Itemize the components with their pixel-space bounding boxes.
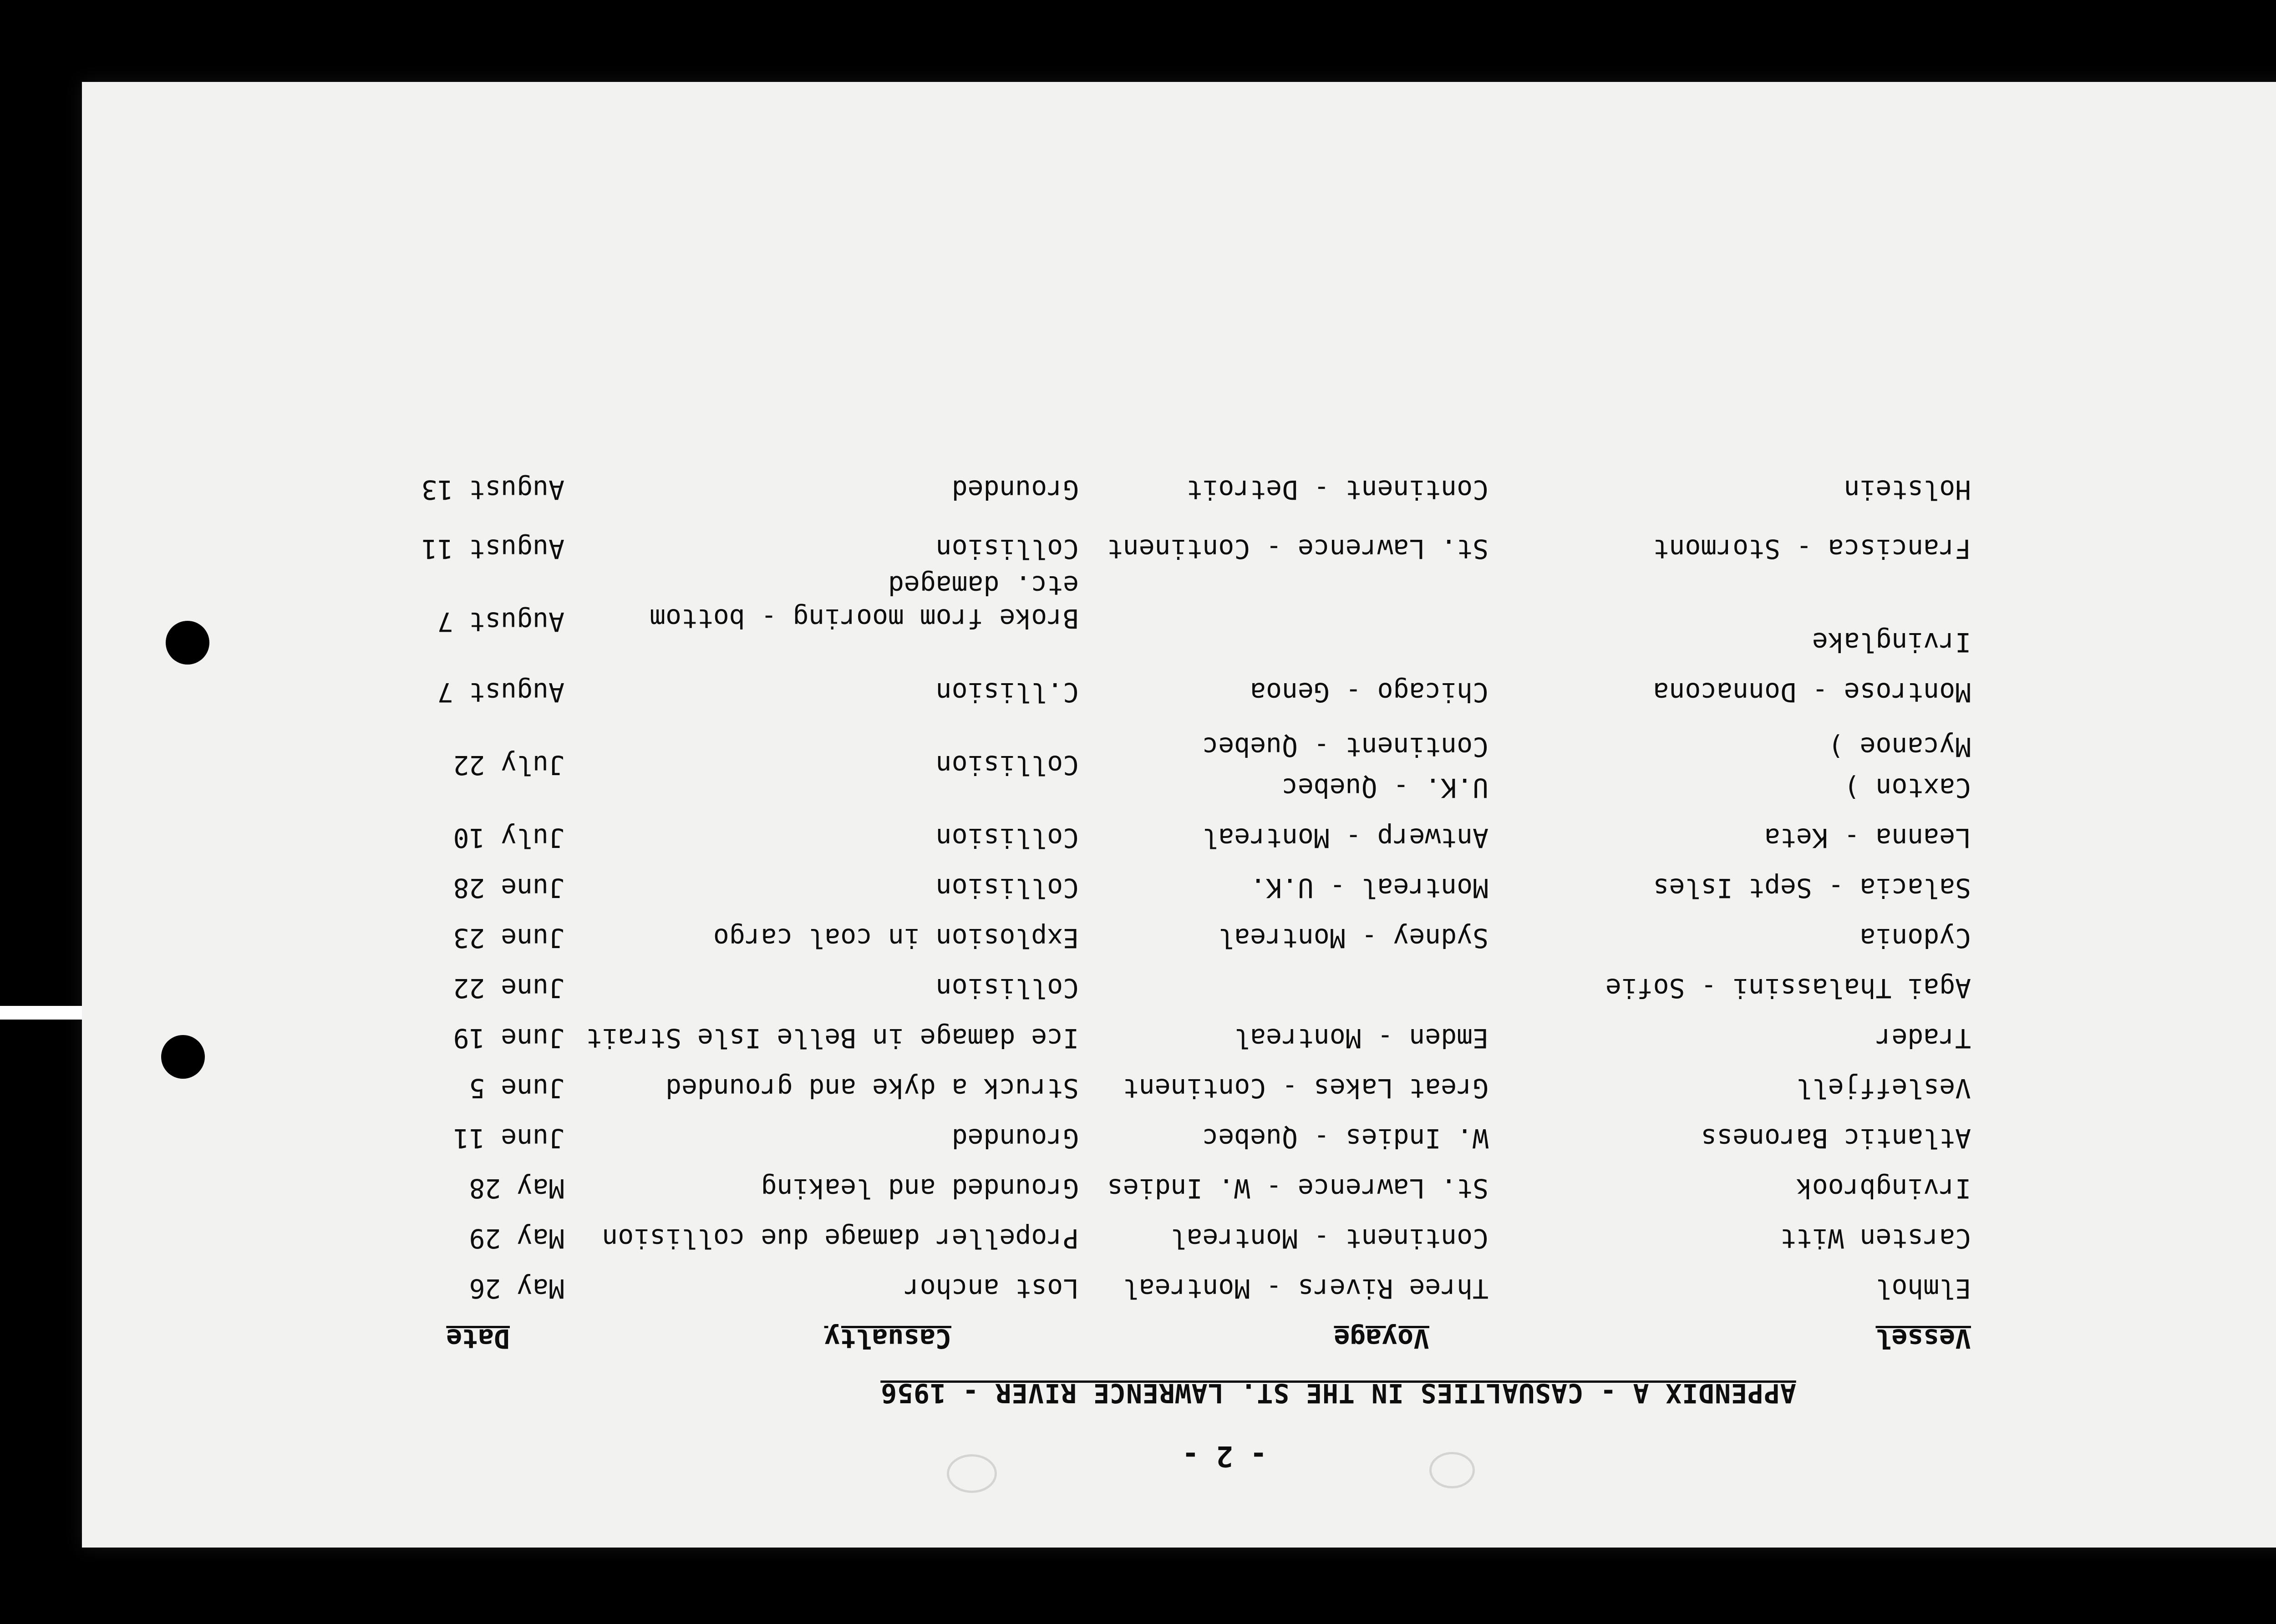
casualty-cell: Collision [935, 822, 1079, 853]
casualty-cell: Collision [935, 873, 1079, 903]
casualty-cell: Grounded and leaking [761, 1173, 1079, 1204]
date-cell: June 5 [469, 1073, 564, 1104]
casualty-cell: C.llision [935, 677, 1079, 708]
table-row [82, 521, 2276, 562]
date-cell: June 11 [453, 1123, 564, 1154]
date-cell: May 26 [469, 1273, 564, 1304]
date-cell: June 28 [453, 873, 564, 903]
voyage-cell: Great Lakes - Continent [1123, 1073, 1489, 1104]
vessel-cell: Atlantic Baroness [1701, 1123, 1971, 1154]
vessel-cell: Elmhol [1875, 1273, 1971, 1304]
header-date: Date [446, 1323, 510, 1354]
vessel-cell: Irvinglake [1812, 627, 1971, 658]
date-cell: May 28 [469, 1173, 564, 1204]
date-cell: August 7 [437, 677, 564, 708]
date-cell: June 23 [453, 923, 564, 954]
voyage-cell: Montreal - U.K. [1250, 873, 1489, 903]
casualty-cell: Collision [935, 750, 1079, 781]
casualty-cell: Lost anchor [904, 1273, 1079, 1304]
left-film-mark [0, 1006, 82, 1020]
table-row [82, 1161, 2276, 1202]
table-row [82, 1061, 2276, 1104]
table-row [82, 1111, 2276, 1152]
table-header [82, 1311, 2276, 1352]
vessel-cell: Holstein [1844, 474, 1971, 505]
table-row [82, 719, 2276, 760]
voyage-cell: Emden - Montreal [1234, 1023, 1489, 1054]
voyage-cell: U.K. - Quebec [1282, 772, 1489, 803]
casualty-cell: Broke from mooring - bottom etc. damaged [650, 570, 1079, 634]
vessel-cell: Vesleffjell [1796, 1073, 1971, 1104]
date-cell: August 13 [421, 474, 564, 505]
voyage-cell: W. Indies - Quebec [1202, 1123, 1489, 1154]
voyage-cell: Sydney - Montreal [1218, 923, 1489, 954]
table-row [82, 462, 2276, 503]
vessel-cell: Cydonia [1859, 923, 1971, 954]
casualty-cell: Grounded [951, 1123, 1079, 1154]
table-row [82, 910, 2276, 954]
table-row [82, 570, 2276, 658]
vessel-cell: Trader [1875, 1023, 1971, 1054]
vessel-cell: Montrose - Donnacona [1653, 677, 1971, 708]
header-voyage: Voyage [1334, 1323, 1429, 1354]
vessel-cell: Francisca - Stormont [1653, 533, 1971, 564]
casualty-cell: Collision [935, 533, 1079, 564]
date-cell: July 22 [453, 750, 564, 781]
date-cell: June 22 [453, 973, 564, 1004]
document-page [82, 82, 2276, 1548]
voyage-cell: St. Lawrence - Continent [1107, 533, 1489, 564]
casualty-cell: Struck a dyke and grounded [666, 1073, 1079, 1104]
date-cell: July 10 [453, 822, 564, 853]
header-casualty: Casualty [824, 1323, 951, 1354]
voyage-cell: Continent - Quebec [1202, 731, 1489, 762]
page-number: - 2 - [1182, 1440, 1267, 1473]
vessel-cell: Salacia - Sept Isles [1653, 873, 1971, 903]
casualty-cell: Ice damage in Belle Isle Strait [586, 1023, 1079, 1054]
vessel-cell: Mycanoe ) [1828, 731, 1971, 762]
table-row [82, 1010, 2276, 1054]
date-cell: June 19 [453, 1023, 564, 1054]
date-cell: August 7 [437, 606, 564, 637]
date-cell: August 11 [421, 533, 564, 564]
table-row [82, 750, 2276, 803]
voyage-cell: Antwerp - Montreal [1202, 822, 1489, 853]
vessel-cell: Agai Thalassini - Sofie [1605, 973, 1971, 1004]
voyage-cell: Chicago - Genoa [1250, 677, 1489, 708]
vessel-cell: Irvingbrook [1796, 1173, 1971, 1204]
vessel-cell: Caxton ) [1844, 772, 1971, 803]
table-row [82, 665, 2276, 708]
date-cell: May 29 [469, 1223, 564, 1254]
casualty-cell: Explosion in coal cargo [713, 923, 1079, 954]
voyage-cell: Continent - Montreal [1170, 1223, 1489, 1254]
table-row [82, 1261, 2276, 1302]
table-row [82, 810, 2276, 851]
header-vessel: Vessel [1875, 1323, 1971, 1354]
vessel-cell: Leanna - Keta [1764, 822, 1971, 853]
casualty-cell: Grounded [951, 474, 1079, 505]
voyage-cell: Three Rivers - Montreal [1123, 1273, 1489, 1304]
casualty-cell: Propeller damage due collision [602, 1223, 1079, 1254]
voyage-cell: Continent - Detroit [1186, 474, 1489, 505]
vessel-cell: Carsten Witt [1780, 1223, 1971, 1254]
table-row [82, 960, 2276, 1004]
report-title: APPENDIX A - CASUALTIES IN THE ST. LAWRENCE RIVER - 1956 [880, 1378, 1796, 1409]
table-row [82, 1211, 2276, 1252]
voyage-cell: St. Lawrence - W. Indies [1107, 1173, 1489, 1204]
casualty-report [82, 82, 2276, 1548]
table-row [82, 860, 2276, 901]
casualty-cell: Collision [935, 973, 1079, 1004]
